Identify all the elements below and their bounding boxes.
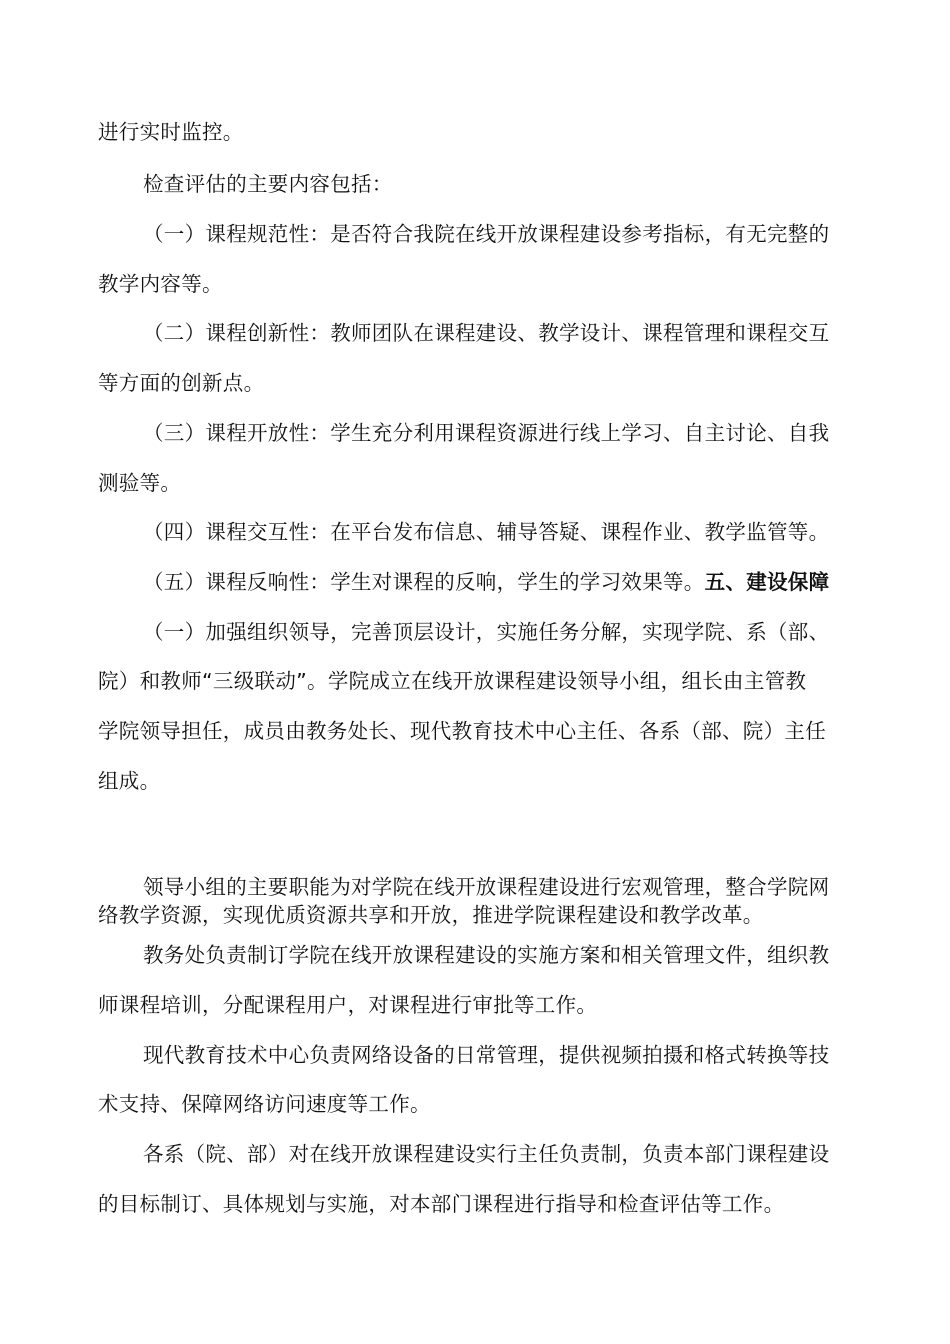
paragraph-line: 教务处负责制订学院在线开放课程建设的实施方案和相关管理文件，组织教 (143, 943, 830, 967)
paragraph-line: 等方面的创新点。 (98, 371, 265, 395)
paragraph-line: （一）课程规范性：是否符合我院在线开放课程建设参考指标，有无完整的 (143, 222, 830, 246)
paragraph-line: （二）课程创新性：教师团队在课程建设、教学设计、课程管理和课程交互 (143, 321, 830, 345)
paragraph-line: 各系（院、部）对在线开放课程建设实行主任负责制，负责本部门课程建设 (143, 1142, 830, 1166)
paragraph-line: 师课程培训，分配课程用户，对课程进行审批等工作。 (98, 993, 598, 1017)
paragraph-line (143, 568, 829, 596)
section-heading: 五、建设保障 (704, 570, 830, 594)
paragraph-line: 检查评估的主要内容包括： (143, 172, 393, 196)
paragraph-line: 学院领导担任，成员由教务处长、现代教育技术中心主任、各系（部、院）主任 (98, 719, 826, 743)
paragraph-line: 组成。 (98, 769, 161, 793)
paragraph-line: 现代教育技术中心负责网络设备的日常管理，提供视频拍摄和格式转换等技 (143, 1043, 830, 1067)
paragraph-line: 络教学资源，实现优质资源共享和开放，推进学院课程建设和教学改革。 (98, 903, 764, 927)
paragraph-line: （一）加强组织领导，完善顶层设计，实施任务分解，实现学院、系（部、 (143, 620, 830, 644)
paragraph-line: 术支持、保障网络访问速度等工作。 (98, 1092, 431, 1116)
paragraph-line: （三）课程开放性：学生充分利用课程资源进行线上学习、自主讨论、自我 (143, 421, 830, 445)
paragraph-line: 进行实时监控。 (98, 120, 244, 144)
paragraph-line: 测验等。 (98, 471, 182, 495)
paragraph-line: 院）和教师“三级联动”。学院成立在线开放课程建设领导小组，组长由主管教 (98, 669, 807, 693)
paragraph-text: （五）课程反响性：学生对课程的反响，学生的学习效果等。 (143, 570, 705, 594)
paragraph-line: 教学内容等。 (98, 272, 223, 296)
paragraph-line: （四）课程交互性：在平台发布信息、辅导答疑、课程作业、教学监管等。 (143, 520, 830, 544)
paragraph-line: 的目标制订、具体规划与实施，对本部门课程进行指导和检查评估等工作。 (98, 1192, 785, 1216)
paragraph-line: 领导小组的主要职能为对学院在线开放课程建设进行宏观管理，整合学院网 (143, 875, 830, 899)
